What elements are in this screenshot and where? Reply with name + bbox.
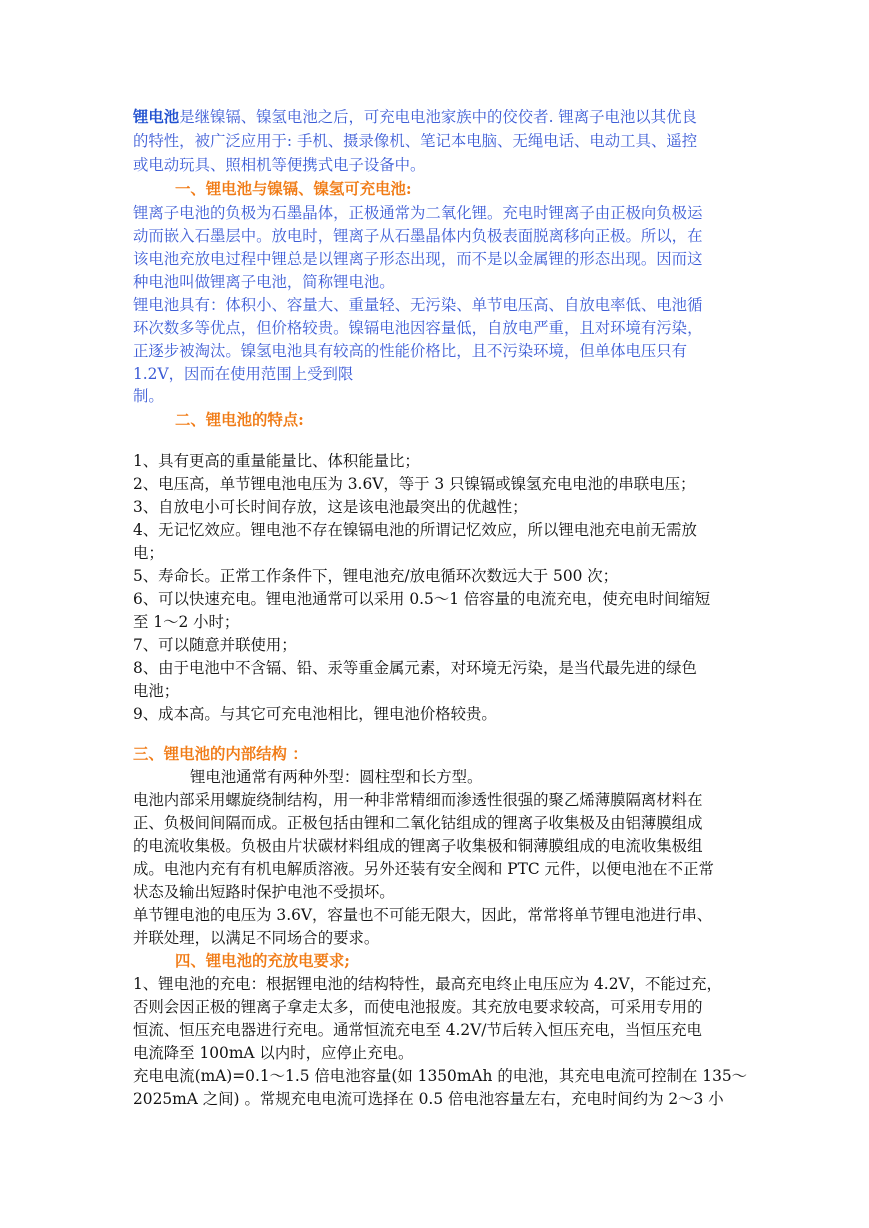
structure-line: 单节锂电池的电压为 3.6V，容量也不可能无限大，因此，常常将单节锂电池进行串、 [133, 906, 713, 924]
charging-line: 2025mA 之间) 。常规充电电流可选择在 0.5 倍电池容量左右，充电时间约为 2～3 小 [133, 1090, 724, 1108]
feature-item: 8、由于电池中不含镉、铅、汞等重金属元素，对环境无污染，是当代最先进的绿色 [133, 659, 697, 677]
charging-line: 电流降至 100mA 以内时，应停止充电。 [133, 1044, 414, 1062]
charging-line: 1、锂电池的充电：根据锂电池的结构特性，最高充电终止电压应为 4.2V，不能过充， [133, 975, 722, 993]
structure-line: 状态及输出短路时保护电池不受损坏。 [133, 883, 395, 901]
feature-item: 3、自放电小可长时间存放，这是该电池最突出的优越性； [133, 498, 528, 516]
section-1-para2-line: 制。 [133, 387, 164, 405]
intro-line-1-text: 是继镍镉、镍氢电池之后，可充电电池家族中的佼佼者. 锂离子电池以其优良 [179, 108, 697, 126]
structure-line: 的电流收集极。负极由片状碳材料组成的锂离子收集极和铜薄膜组成的电流收集极组 [133, 837, 703, 855]
intro-highlight: 锂电池 [133, 108, 180, 126]
section-1-para1-line: 该电池充放电过程中锂总是以锂离子形态出现，而不是以金属锂的形态出现。因而这 [133, 250, 703, 268]
feature-item: 5、寿命长。正常工作条件下，锂电池充/放电循环次数远大于 500 次； [133, 567, 619, 585]
structure-line: 并联处理，以满足不同场合的要求。 [133, 929, 380, 947]
section-1-para1-line: 动而嵌入石墨层中。放电时，锂离子从石墨晶体内负极表面脱离移向正极。所以，在 [133, 227, 703, 245]
structure-line: 成。电池内充有有机电解质溶液。另外还装有安全阀和 PTC 元件，以便电池在不正常 [133, 860, 714, 878]
structure-line: 正、负极间间隔而成。正极包括由锂和二氧化钴组成的锂离子收集极及由铝薄膜组成 [133, 814, 703, 832]
section-1-para2-line: 环次数多等优点，但价格较贵。镍镉电池因容量低，自放电严重，且对环境有污染， [133, 319, 703, 337]
intro-line-1 [133, 106, 697, 129]
section-1-para2-line: 1.2V，因而在使用范围上受到限 [133, 365, 354, 383]
section-3-heading: 三、锂电池的内部结构 ： [133, 745, 308, 763]
feature-item: 2、电压高，单节锂电池电压为 3.6V，等于 3 只镍镉或镍氢充电电池的串联电压； [133, 475, 696, 493]
section-4-heading: 四、锂电池的充放电要求; [175, 952, 350, 970]
feature-item: 4、无记忆效应。锂电池不存在镍镉电池的所谓记忆效应，所以锂电池充电前无需放 [133, 521, 697, 539]
feature-item: 1、具有更高的重量能量比、体积能量比； [133, 452, 420, 470]
structure-line: 电池内部采用螺旋绕制结构，用一种非常精细而渗透性很强的聚乙烯薄膜隔离材料在 [133, 791, 703, 809]
section-2-heading: 二、锂电池的特点: [175, 411, 304, 429]
intro-line-2: 的特性，被广泛应用于: 手机、摄录像机、笔记本电脑、无绳电话、电动工具、遥控 [133, 132, 698, 150]
feature-item: 电池； [133, 682, 180, 700]
feature-item: 6、可以快速充电。锂电池通常可以采用 0.5～1 倍容量的电流充电，使充电时间缩短 [133, 590, 711, 608]
section-3-indent-line: 锂电池通常有两种外型：圆柱型和长方型。 [190, 768, 483, 786]
feature-item: 7、可以随意并联使用； [133, 636, 297, 654]
section-1-para1-line: 种电池叫做锂离子电池，简称锂电池。 [133, 273, 395, 291]
feature-item: 9、成本高。与其它可充电池相比，锂电池价格较贵。 [133, 705, 497, 723]
section-1-heading: 一、锂电池与镍镉、镍氢可充电池: [175, 180, 412, 198]
section-1-para1-line: 锂离子电池的负极为石墨晶体，正极通常为二氧化锂。充电时锂离子由正极向负极运 [133, 204, 703, 222]
charging-line: 否则会因正极的锂离子拿走太多，而使电池报废。其充放电要求较高，可采用专用的 [133, 998, 703, 1016]
feature-item: 电； [133, 544, 164, 562]
feature-item: 至 1～2 小时； [133, 613, 240, 631]
section-1-para2-line: 正逐步被淘汰。镍氢电池具有较高的性能价格比，且不污染环境，但单体电压只有 [133, 342, 688, 360]
charging-line: 充电电流(mA)=0.1～1.5 倍电池容量(如 1350mAh 的电池，其充电电流可控制在 135～ [133, 1067, 748, 1085]
section-1-para2-line: 锂电池具有：体积小、容量大、重量轻、无污染、单节电压高、自放电率低、电池循 [133, 296, 703, 314]
intro-line-3: 或电动玩具、照相机等便携式电子设备中。 [133, 156, 426, 174]
charging-line: 恒流、恒压充电器进行充电。通常恒流充电至 4.2V/节后转入恒压充电，当恒压充电 [133, 1021, 702, 1039]
